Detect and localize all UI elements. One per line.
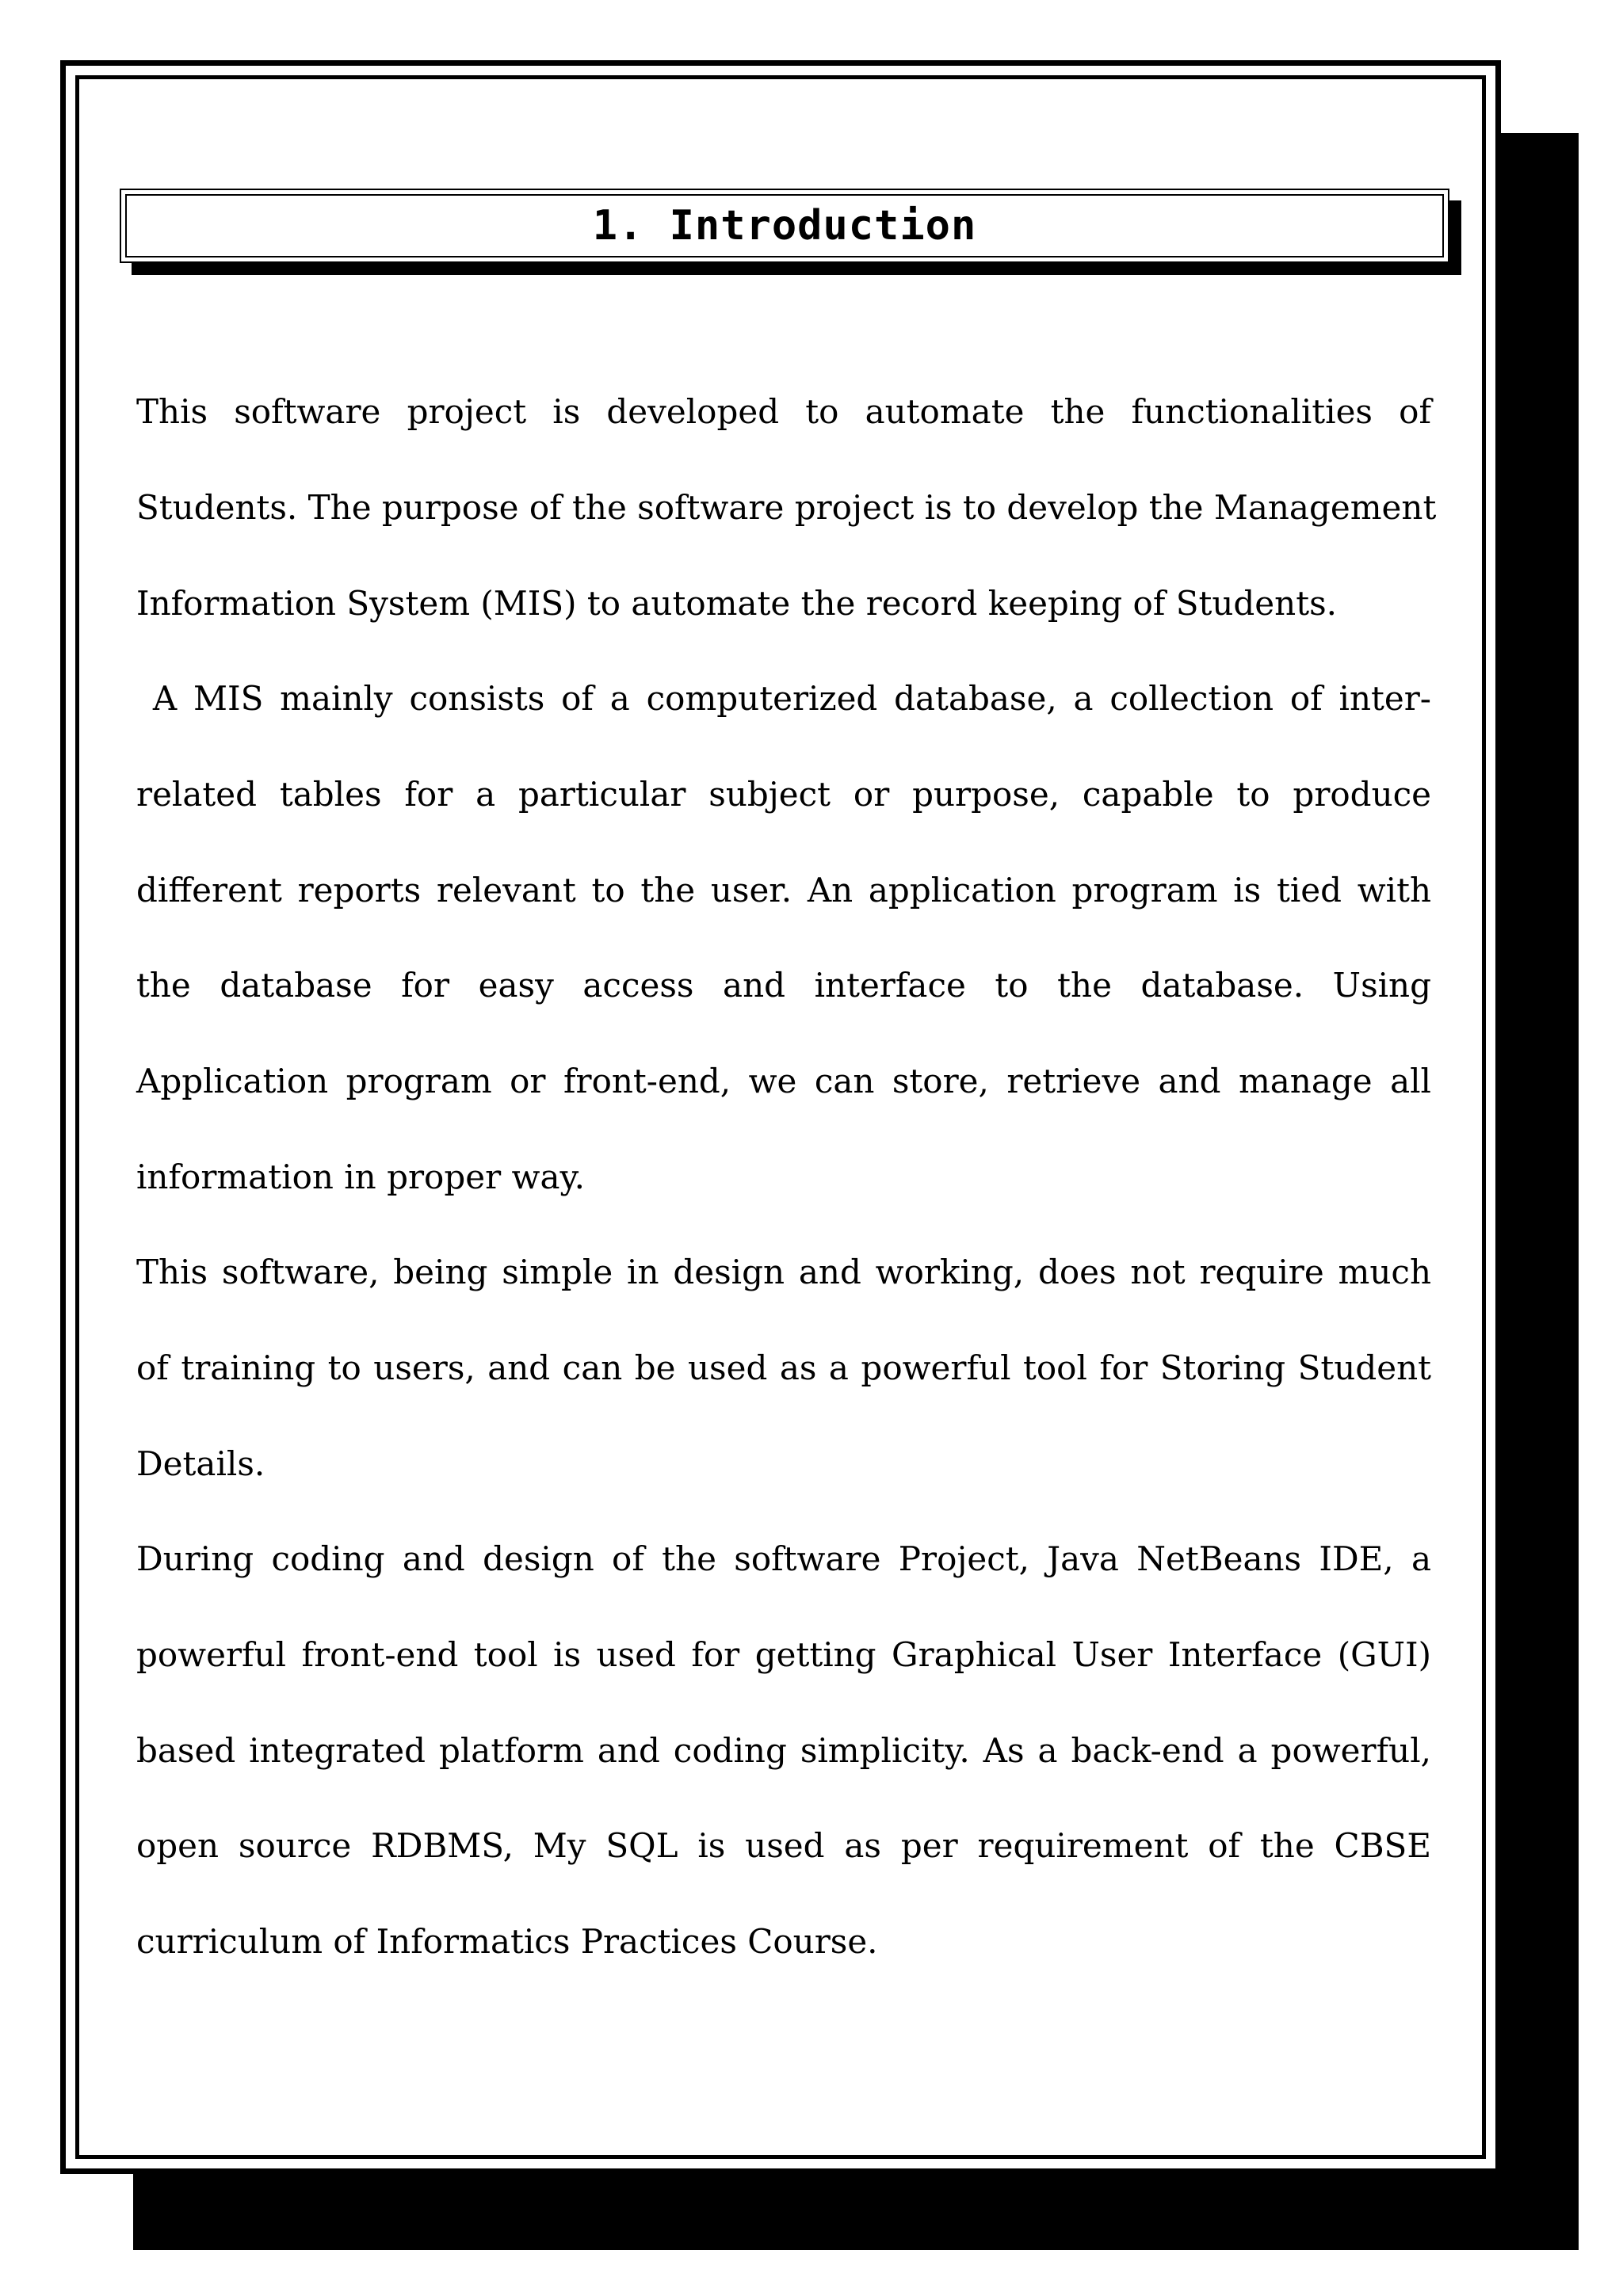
body-line: During coding and design of the software Project, Java NetBeans IDE, a [136,1539,1431,1578]
heading-box [120,189,1449,263]
body-line: open source RDBMS, My SQL is used as per requirement of the CBSE [136,1826,1431,1865]
body-line: powerful front-end tool is used for getting Graphical User Interface (GUI) [136,1635,1431,1674]
body-line: related tables for a particular subject or purpose, capable to produce [136,775,1431,814]
body-line: different reports relevant to the user. An application program is tied with [136,871,1431,910]
heading-box-inner [125,194,1444,257]
body-line: curriculum of Informatics Practices Course. [136,1922,878,1961]
body-line: Students. The purpose of the software project is to develop the Management [136,488,1437,527]
page-title: 1. Introduction [592,202,977,250]
body-line: A MIS mainly consists of a computerized database, a collection of inter- [136,679,1431,718]
body-line: based integrated platform and coding simplicity. As a back-end a powerful, [136,1731,1431,1770]
body-line: information in proper way. [136,1158,585,1196]
body-line: the database for easy access and interface to the database. Using [136,966,1431,1005]
body-line: Information System (MIS) to automate the record keeping of Students. [136,584,1337,623]
body-line: Application program or front-end, we can store, retrieve and manage all [136,1062,1431,1100]
body-line: of training to users, and can be used as a powerful tool for Storing Student [136,1348,1431,1387]
body-line: Details. [136,1444,265,1483]
body-line: This software, being simple in design and working, does not require much [136,1253,1431,1291]
body-line: This software project is developed to automate the functionalities of [136,392,1431,431]
